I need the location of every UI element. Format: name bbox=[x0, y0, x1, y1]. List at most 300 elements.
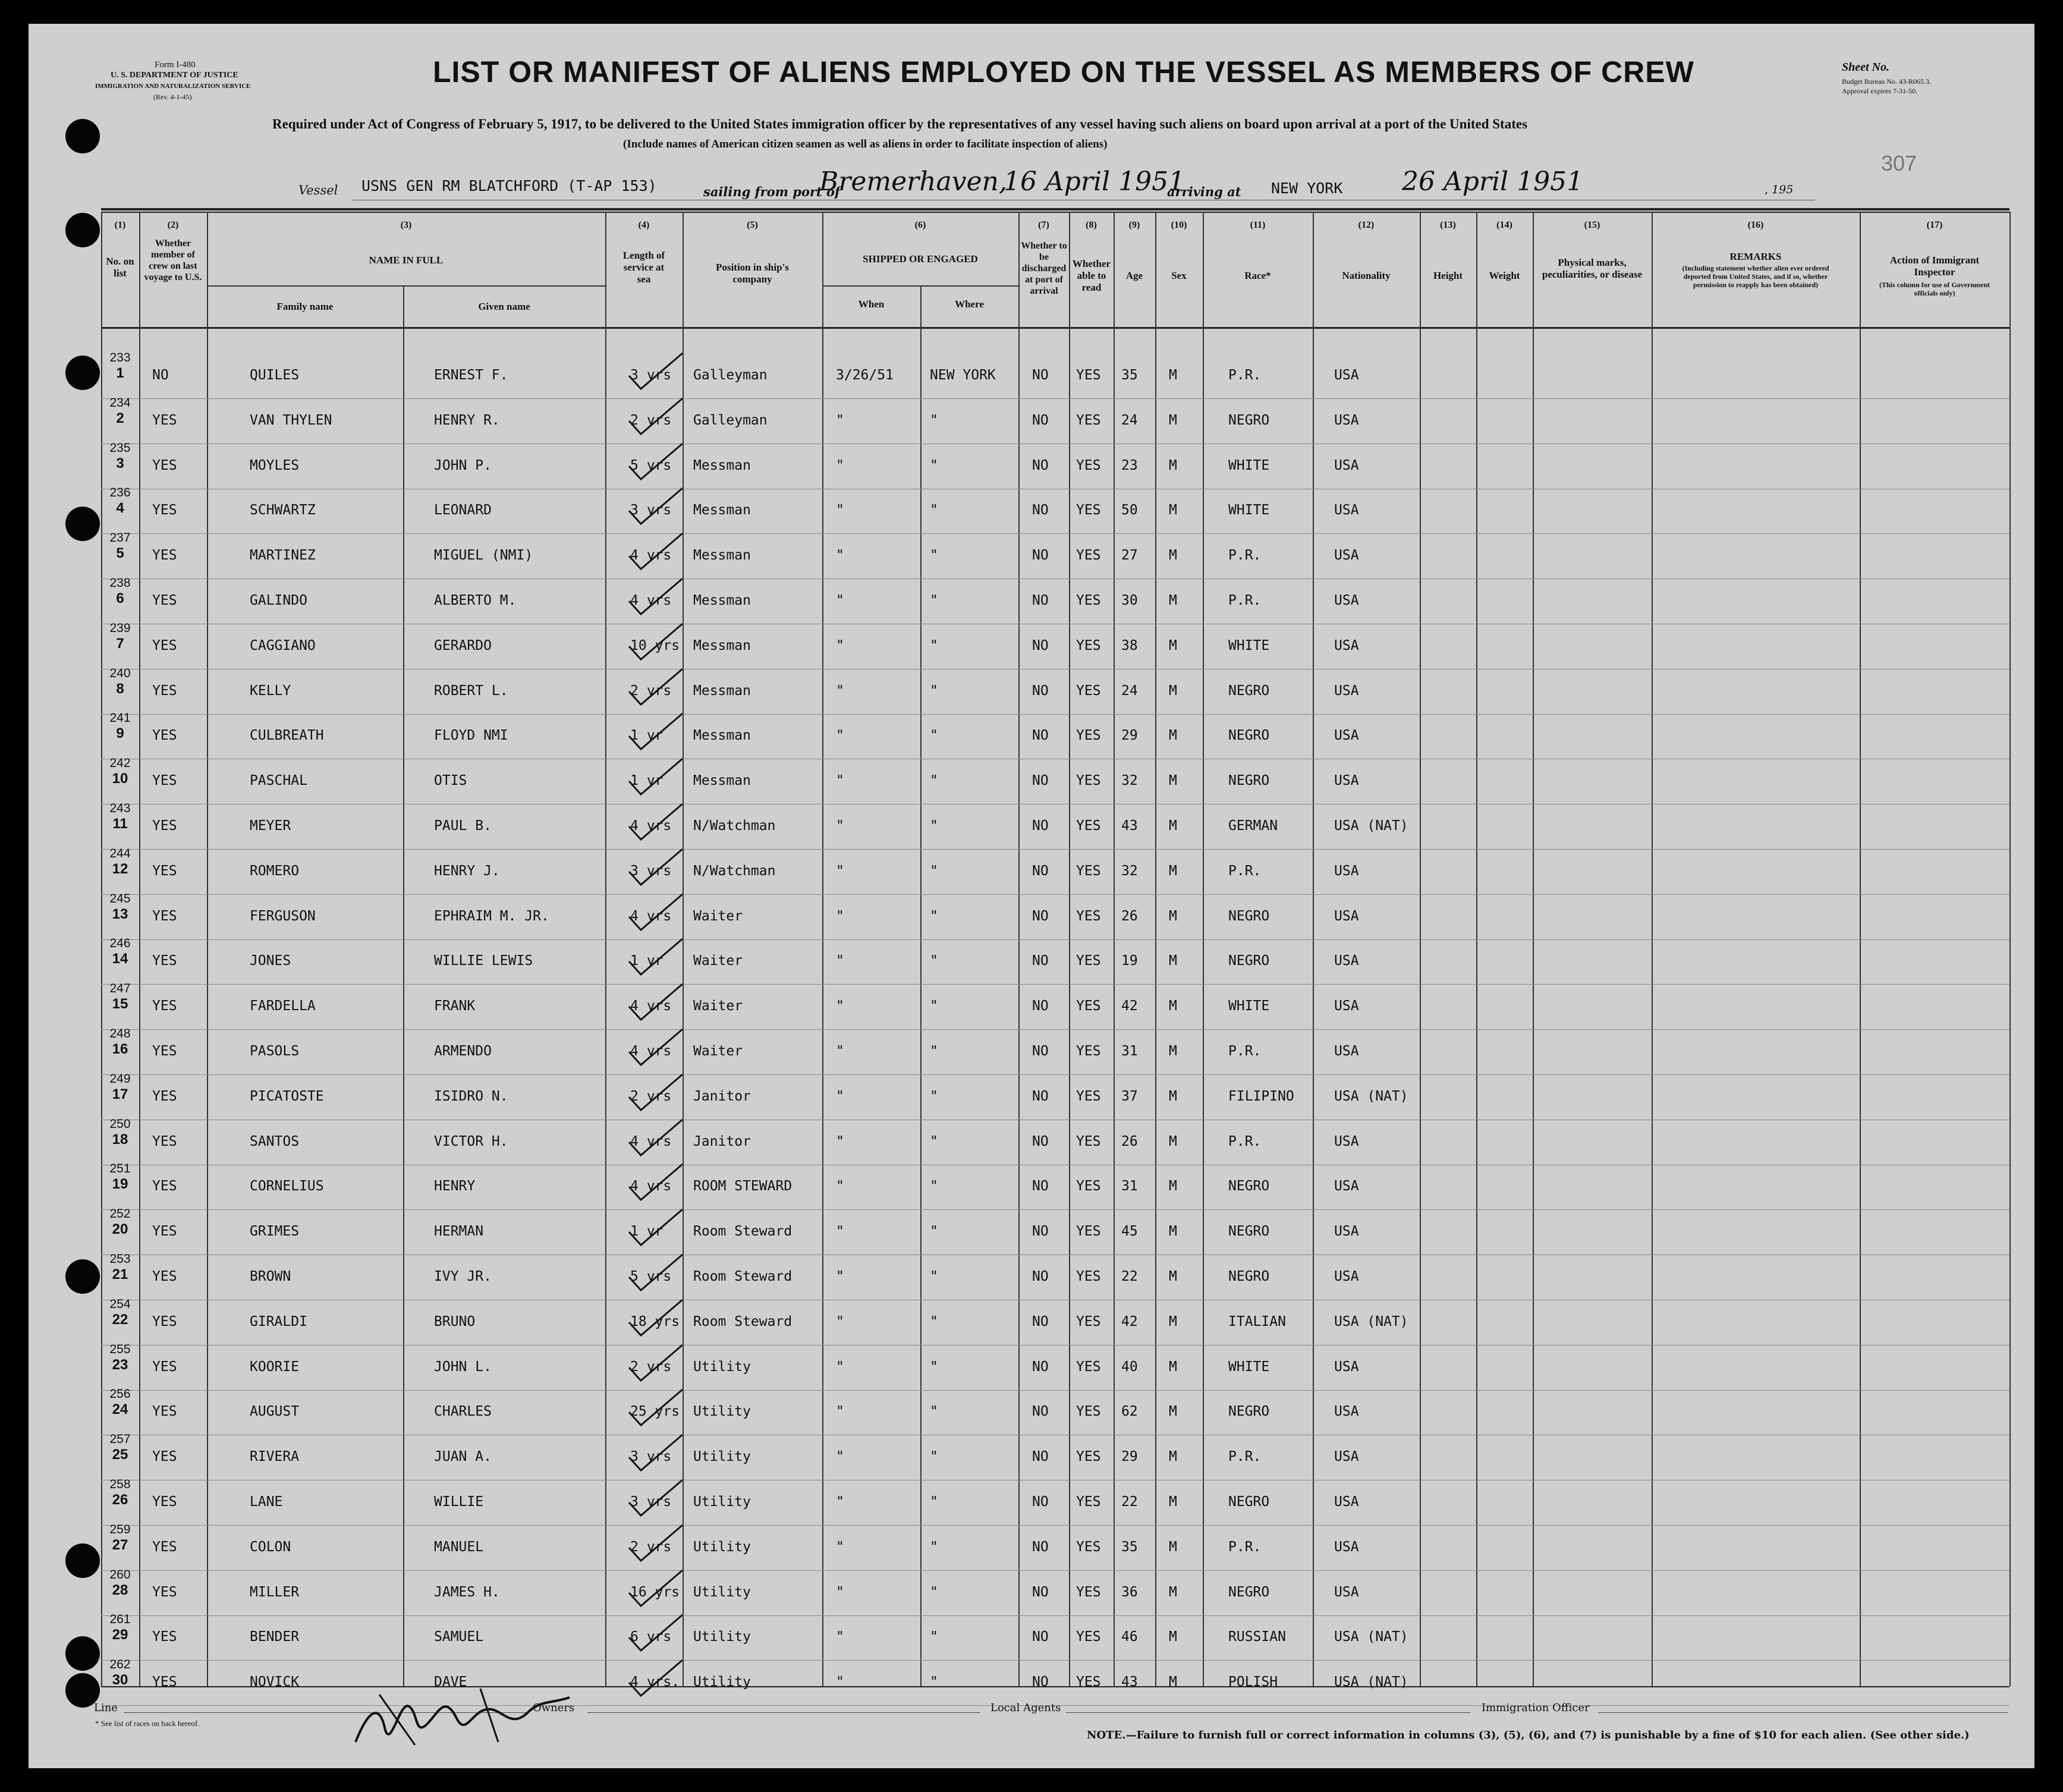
family-name-cell: BROWN bbox=[250, 1269, 291, 1284]
position-cell: Messman bbox=[693, 593, 751, 608]
position-cell: Utility bbox=[693, 1584, 751, 1600]
nationality-cell: USA bbox=[1334, 908, 1359, 924]
sex-cell: M bbox=[1169, 637, 1177, 653]
able-to-read-cell: YES bbox=[1076, 1629, 1101, 1645]
shipped-where-cell: " bbox=[930, 1178, 938, 1194]
position-cell: Waiter bbox=[693, 908, 743, 924]
discharged-cell: NO bbox=[1032, 773, 1049, 789]
punch-hole bbox=[65, 1259, 100, 1294]
handwritten-number: 260 bbox=[109, 1567, 131, 1582]
discharged-cell: NO bbox=[1032, 1178, 1049, 1194]
sailing-label: sailing from port of bbox=[703, 184, 841, 199]
last-voyage-cell: YES bbox=[152, 1494, 177, 1510]
handwritten-number: 240 bbox=[109, 666, 131, 680]
shipped-when-cell: " bbox=[836, 1539, 844, 1555]
shipped-when-cell: 3/26/51 bbox=[836, 367, 894, 383]
check-mark-icon bbox=[623, 1206, 688, 1250]
nationality-cell: USA bbox=[1334, 367, 1359, 383]
shipped-where-cell: " bbox=[930, 1359, 938, 1375]
handwritten-number: 256 bbox=[109, 1387, 131, 1401]
nationality-cell: USA (NAT) bbox=[1334, 818, 1408, 834]
sex-cell: M bbox=[1169, 1269, 1177, 1284]
discharged-cell: NO bbox=[1032, 1674, 1049, 1690]
able-to-read-cell: YES bbox=[1076, 593, 1101, 608]
nationality-cell: USA bbox=[1334, 502, 1359, 518]
col-num-2: (2) bbox=[167, 220, 179, 230]
check-mark-icon bbox=[623, 1071, 688, 1115]
handwritten-number: 262 bbox=[109, 1658, 131, 1672]
race-cell: WHITE bbox=[1228, 1359, 1270, 1375]
shipped-where-cell: " bbox=[930, 728, 938, 744]
last-voyage-cell: YES bbox=[152, 728, 177, 744]
nationality-cell: USA bbox=[1334, 1359, 1359, 1375]
age-cell: 31 bbox=[1121, 1043, 1138, 1059]
shipped-when-cell: " bbox=[836, 1404, 844, 1420]
family-name-cell: COLON bbox=[250, 1539, 291, 1555]
race-cell: RUSSIAN bbox=[1228, 1629, 1286, 1645]
sex-cell: M bbox=[1169, 548, 1177, 564]
last-voyage-cell: YES bbox=[152, 412, 177, 428]
service-cell: 25 yrs bbox=[630, 1404, 680, 1420]
check-mark-icon bbox=[623, 755, 688, 799]
discharged-cell: NO bbox=[1032, 1359, 1049, 1375]
position-cell: Utility bbox=[693, 1629, 751, 1645]
handwritten-number: 259 bbox=[109, 1522, 131, 1536]
col-header-remarks: REMARKS bbox=[1729, 251, 1782, 262]
given-name-cell: GERARDO bbox=[434, 637, 492, 653]
service-cell: 4 yrs bbox=[630, 1133, 672, 1149]
check-mark-icon bbox=[623, 1026, 688, 1070]
position-cell: Utility bbox=[693, 1359, 751, 1375]
given-name-cell: FLOYD NMI bbox=[434, 728, 508, 744]
position-cell: Utility bbox=[693, 1539, 751, 1555]
family-name-cell: QUILES bbox=[250, 367, 300, 383]
given-name-cell: VICTOR H. bbox=[434, 1133, 508, 1149]
family-name-cell: SANTOS bbox=[250, 1133, 300, 1149]
shipped-when-cell: " bbox=[836, 1359, 844, 1375]
discharged-cell: NO bbox=[1032, 1133, 1049, 1149]
shipped-when-cell: " bbox=[836, 773, 844, 789]
list-number-cell: 19 bbox=[112, 1176, 128, 1193]
check-mark-icon bbox=[623, 1116, 688, 1160]
service-cell: 2 yrs bbox=[630, 412, 672, 428]
race-cell: ITALIAN bbox=[1228, 1313, 1286, 1329]
given-name-cell: PAUL B. bbox=[434, 818, 492, 834]
handwritten-number: 237 bbox=[109, 531, 131, 545]
last-voyage-cell: YES bbox=[152, 863, 177, 879]
age-cell: 46 bbox=[1121, 1629, 1138, 1645]
age-cell: 42 bbox=[1121, 1313, 1138, 1329]
col-num-10: (10) bbox=[1171, 220, 1187, 230]
discharged-cell: NO bbox=[1032, 998, 1049, 1014]
handwritten-number: 253 bbox=[109, 1252, 131, 1266]
service-cell: 10 yrs bbox=[630, 637, 680, 653]
handwritten-number: 248 bbox=[109, 1027, 131, 1040]
sex-cell: M bbox=[1169, 502, 1177, 518]
family-name-cell: NOVICK bbox=[250, 1674, 300, 1690]
position-cell: Room Steward bbox=[693, 1313, 793, 1329]
service-cell: 18 yrs bbox=[630, 1313, 680, 1329]
race-cell: FILIPINO bbox=[1228, 1088, 1294, 1104]
discharged-cell: NO bbox=[1032, 637, 1049, 653]
given-name-cell: HERMAN bbox=[434, 1224, 484, 1240]
position-cell: Messman bbox=[693, 502, 751, 518]
handwritten-number: 243 bbox=[109, 801, 131, 815]
races-note: * See list of races on back hereof. bbox=[95, 1719, 200, 1728]
col-header-height: Height bbox=[1433, 270, 1463, 281]
able-to-read-cell: YES bbox=[1076, 1404, 1101, 1420]
sex-cell: M bbox=[1169, 1088, 1177, 1104]
position-cell: Utility bbox=[693, 1494, 751, 1510]
shipped-where-cell: " bbox=[930, 953, 938, 969]
race-cell: P.R. bbox=[1228, 1539, 1262, 1555]
check-mark-icon bbox=[623, 845, 688, 889]
shipped-when-cell: " bbox=[836, 1224, 844, 1240]
list-number-cell: 10 bbox=[112, 771, 128, 787]
check-mark-icon bbox=[623, 350, 688, 394]
last-voyage-cell: YES bbox=[152, 637, 177, 653]
given-name-cell: ERNEST F. bbox=[434, 367, 508, 383]
able-to-read-cell: YES bbox=[1076, 548, 1101, 564]
last-voyage-cell: YES bbox=[152, 818, 177, 834]
col-header-where: Where bbox=[955, 298, 984, 310]
able-to-read-cell: YES bbox=[1076, 1088, 1101, 1104]
shipped-where-cell: " bbox=[930, 1584, 938, 1600]
check-mark-icon bbox=[623, 575, 688, 619]
col-header-last-voyage: Whether member of crew on last voyage to U.S. bbox=[144, 238, 202, 282]
shipped-when-cell: " bbox=[836, 728, 844, 744]
able-to-read-cell: YES bbox=[1076, 1674, 1101, 1690]
discharged-cell: NO bbox=[1032, 1269, 1049, 1284]
discharged-cell: NO bbox=[1032, 1404, 1049, 1420]
age-cell: 45 bbox=[1121, 1224, 1138, 1240]
punch-hole bbox=[65, 213, 100, 247]
check-mark-icon bbox=[623, 1161, 688, 1205]
sex-cell: M bbox=[1169, 1133, 1177, 1149]
list-number-cell: 9 bbox=[116, 725, 124, 742]
age-cell: 24 bbox=[1121, 683, 1138, 699]
race-cell: P.R. bbox=[1228, 593, 1262, 608]
last-voyage-cell: YES bbox=[152, 1359, 177, 1375]
service-cell: 1 yr bbox=[630, 728, 663, 744]
last-voyage-cell: YES bbox=[152, 457, 177, 473]
check-mark-icon bbox=[623, 891, 688, 935]
given-name-cell: MANUEL bbox=[434, 1539, 484, 1555]
position-cell: Utility bbox=[693, 1674, 751, 1690]
vessel-name: USNS GEN RM BLATCHFORD (T-AP 153) bbox=[361, 177, 657, 194]
race-cell: WHITE bbox=[1228, 637, 1270, 653]
able-to-read-cell: YES bbox=[1076, 1269, 1101, 1284]
given-name-cell: JUAN A. bbox=[434, 1449, 492, 1465]
able-to-read-cell: YES bbox=[1076, 1359, 1101, 1375]
discharged-cell: NO bbox=[1032, 683, 1049, 699]
race-cell: NEGRO bbox=[1228, 953, 1270, 969]
handwritten-number: 247 bbox=[109, 982, 131, 996]
shipped-where-cell: " bbox=[930, 1043, 938, 1059]
service-cell: 4 yrs bbox=[630, 1043, 672, 1059]
col-num-11: (11) bbox=[1250, 220, 1266, 230]
age-cell: 35 bbox=[1121, 367, 1138, 383]
check-mark-icon bbox=[623, 935, 688, 979]
handwritten-number: 250 bbox=[109, 1117, 131, 1131]
handwritten-number: 245 bbox=[109, 891, 131, 906]
list-number-cell: 2 bbox=[116, 410, 124, 426]
race-cell: NEGRO bbox=[1228, 412, 1270, 428]
able-to-read-cell: YES bbox=[1076, 728, 1101, 744]
able-to-read-cell: YES bbox=[1076, 502, 1101, 518]
col-num-4: (4) bbox=[638, 220, 650, 230]
given-name-cell: MIGUEL (NMI) bbox=[434, 548, 533, 564]
service-cell: 3 yrs bbox=[630, 502, 672, 518]
shipped-when-cell: " bbox=[836, 593, 844, 608]
discharged-cell: NO bbox=[1032, 953, 1049, 969]
discharged-cell: NO bbox=[1032, 1584, 1049, 1600]
given-name-cell: HENRY R. bbox=[434, 412, 500, 428]
handwritten-number: 233 bbox=[109, 351, 131, 364]
handwritten-number: 235 bbox=[109, 441, 131, 455]
last-voyage-cell: YES bbox=[152, 1404, 177, 1420]
last-voyage-cell: YES bbox=[152, 548, 177, 564]
col-num-16: (16) bbox=[1747, 220, 1764, 230]
handwritten-number: 254 bbox=[109, 1297, 131, 1311]
position-cell: Waiter bbox=[693, 1043, 743, 1059]
service-cell: 4 yrs bbox=[630, 818, 672, 834]
shipped-when-cell: " bbox=[836, 1629, 844, 1645]
age-cell: 31 bbox=[1121, 1178, 1138, 1194]
discharged-cell: NO bbox=[1032, 1224, 1049, 1240]
shipped-where-cell: " bbox=[930, 998, 938, 1014]
position-cell: Messman bbox=[693, 457, 751, 473]
handwritten-number: 251 bbox=[109, 1162, 131, 1176]
nationality-cell: USA bbox=[1334, 1539, 1359, 1555]
given-name-cell: DAVE bbox=[434, 1674, 467, 1690]
vessel-label: Vessel bbox=[298, 183, 338, 197]
service-cell: 2 yrs bbox=[630, 1088, 672, 1104]
age-cell: 62 bbox=[1121, 1404, 1138, 1420]
last-voyage-cell: YES bbox=[152, 1178, 177, 1194]
shipped-when-cell: " bbox=[836, 1088, 844, 1104]
sex-cell: M bbox=[1169, 412, 1177, 428]
family-name-cell: GIRALDI bbox=[250, 1313, 307, 1329]
family-name-cell: CAGGIANO bbox=[250, 637, 316, 653]
family-name-cell: MILLER bbox=[250, 1584, 300, 1600]
col-header-family-name: Family name bbox=[276, 301, 334, 312]
list-number-cell: 28 bbox=[112, 1582, 128, 1598]
age-cell: 23 bbox=[1121, 457, 1138, 473]
age-cell: 36 bbox=[1121, 1584, 1138, 1600]
col-num-17: (17) bbox=[1926, 220, 1943, 230]
able-to-read-cell: YES bbox=[1076, 998, 1101, 1014]
col-num-8: (8) bbox=[1086, 220, 1097, 230]
service-cell: 2 yrs bbox=[630, 1539, 672, 1555]
race-cell: NEGRO bbox=[1228, 1269, 1270, 1284]
list-number-cell: 25 bbox=[112, 1447, 128, 1463]
shipped-where-cell: " bbox=[930, 1313, 938, 1329]
shipped-where-cell: " bbox=[930, 1629, 938, 1645]
given-name-cell: JAMES H. bbox=[434, 1584, 500, 1600]
shipped-where-cell: " bbox=[930, 1224, 938, 1240]
list-number-cell: 8 bbox=[116, 680, 124, 697]
position-cell: N/Watchman bbox=[693, 863, 776, 879]
subtitle-note: (Include names of American citizen seamen as well as aliens in order to facilitate inspection of aliens) bbox=[623, 138, 1108, 150]
handwritten-number: 252 bbox=[109, 1207, 131, 1221]
nationality-cell: USA bbox=[1334, 953, 1359, 969]
family-name-cell: FERGUSON bbox=[250, 908, 316, 924]
col-num-13: (13) bbox=[1440, 220, 1456, 230]
age-cell: 37 bbox=[1121, 1088, 1138, 1104]
sex-cell: M bbox=[1169, 863, 1177, 879]
age-cell: 43 bbox=[1121, 1674, 1138, 1690]
col-header-race: Race* bbox=[1244, 270, 1271, 281]
last-voyage-cell: YES bbox=[152, 1674, 177, 1690]
shipped-where-cell: " bbox=[930, 1674, 938, 1690]
given-name-cell: OTIS bbox=[434, 773, 467, 789]
discharged-cell: NO bbox=[1032, 1449, 1049, 1465]
given-name-cell: ALBERTO M. bbox=[434, 593, 517, 608]
punch-hole bbox=[65, 1636, 100, 1671]
family-name-cell: VAN THYLEN bbox=[250, 412, 332, 428]
shipped-when-cell: " bbox=[836, 1269, 844, 1284]
family-name-cell: PASCHAL bbox=[250, 773, 307, 789]
given-name-cell: FRANK bbox=[434, 998, 476, 1014]
race-cell: WHITE bbox=[1228, 998, 1270, 1014]
sex-cell: M bbox=[1169, 818, 1177, 834]
check-mark-icon bbox=[623, 1341, 688, 1385]
col-header-service: Length of service at sea bbox=[622, 250, 665, 285]
agency-line2: IMMIGRATION AND NATURALIZATION SERVICE bbox=[95, 83, 251, 90]
family-name-cell: LANE bbox=[250, 1494, 283, 1510]
sailing-date: 16 April 1951 bbox=[1004, 166, 1185, 197]
race-cell: NEGRO bbox=[1228, 773, 1270, 789]
age-cell: 29 bbox=[1121, 1449, 1138, 1465]
list-number-cell: 14 bbox=[112, 951, 128, 967]
nationality-cell: USA bbox=[1334, 637, 1359, 653]
sex-cell: M bbox=[1169, 1359, 1177, 1375]
last-voyage-cell: YES bbox=[152, 1224, 177, 1240]
check-mark-icon bbox=[623, 1521, 688, 1565]
nationality-cell: USA bbox=[1334, 1043, 1359, 1059]
subtitle: Required under Act of Congress of February 5, 1917, to be delivered to the United States immigration officer by the representatives of any vessel having such aliens on board upon arrival at a port of the United States bbox=[272, 117, 1528, 131]
able-to-read-cell: YES bbox=[1076, 1133, 1101, 1149]
check-mark-icon bbox=[623, 1611, 688, 1655]
check-mark-icon bbox=[623, 1296, 688, 1340]
service-cell: 1 yr bbox=[630, 953, 663, 969]
able-to-read-cell: YES bbox=[1076, 457, 1101, 473]
age-cell: 35 bbox=[1121, 1539, 1138, 1555]
given-name-cell: LEONARD bbox=[434, 502, 492, 518]
last-voyage-cell: YES bbox=[152, 998, 177, 1014]
given-name-cell: JOHN P. bbox=[434, 457, 492, 473]
given-name-cell: ARMENDO bbox=[434, 1043, 492, 1059]
given-name-cell: ISIDRO N. bbox=[434, 1088, 508, 1104]
list-number-cell: 13 bbox=[112, 906, 128, 922]
position-cell: Room Steward bbox=[693, 1269, 793, 1284]
check-mark-icon bbox=[623, 980, 688, 1024]
handwritten-number: 238 bbox=[109, 576, 131, 590]
check-mark-icon bbox=[623, 710, 688, 754]
footer-officer-label: Immigration Officer bbox=[1482, 1702, 1590, 1714]
shipped-when-cell: " bbox=[836, 548, 844, 564]
given-name-cell: JOHN L. bbox=[434, 1359, 492, 1375]
shipped-where-cell: " bbox=[930, 457, 938, 473]
family-name-cell: CULBREATH bbox=[250, 728, 324, 744]
family-name-cell: GRIMES bbox=[250, 1224, 300, 1240]
punch-hole bbox=[65, 356, 100, 390]
age-cell: 38 bbox=[1121, 637, 1138, 653]
age-cell: 30 bbox=[1121, 593, 1138, 608]
col-header-weight: Weight bbox=[1489, 270, 1520, 281]
col-header-age: Age bbox=[1125, 270, 1143, 281]
col-header-name: NAME IN FULL bbox=[369, 254, 444, 266]
race-cell: P.R. bbox=[1228, 863, 1262, 879]
able-to-read-cell: YES bbox=[1076, 1313, 1101, 1329]
check-mark-icon bbox=[623, 485, 688, 529]
handwritten-number: 239 bbox=[109, 621, 131, 635]
discharged-cell: NO bbox=[1032, 1088, 1049, 1104]
arriving-label: arriving at bbox=[1167, 184, 1241, 199]
family-name-cell: JONES bbox=[250, 953, 291, 969]
shipped-when-cell: " bbox=[836, 1674, 844, 1690]
budget-line2: Approval expires 7-31-50. bbox=[1842, 87, 1917, 95]
nationality-cell: USA (NAT) bbox=[1334, 1088, 1408, 1104]
handwritten-number: 258 bbox=[109, 1477, 131, 1491]
list-number-cell: 30 bbox=[112, 1672, 128, 1689]
family-name-cell: MOYLES bbox=[250, 457, 300, 473]
service-cell: 4 yrs. bbox=[630, 1674, 680, 1690]
list-number-cell: 3 bbox=[116, 455, 124, 471]
given-name-cell: BRUNO bbox=[434, 1313, 476, 1329]
discharged-cell: NO bbox=[1032, 908, 1049, 924]
list-number-cell: 23 bbox=[112, 1356, 128, 1373]
page-title: LIST OR MANIFEST OF ALIENS EMPLOYED ON THE VESSEL AS MEMBERS OF CREW bbox=[433, 55, 1694, 89]
signature-scribble bbox=[344, 1677, 581, 1754]
list-number-cell: 17 bbox=[112, 1086, 128, 1102]
position-cell: Galleyman bbox=[693, 412, 768, 428]
nationality-cell: USA (NAT) bbox=[1334, 1629, 1408, 1645]
discharged-cell: NO bbox=[1032, 863, 1049, 879]
col-header-inspector-note: (This column for use of Government officials only) bbox=[1879, 281, 1990, 297]
sex-cell: M bbox=[1169, 1313, 1177, 1329]
col-header-given-name: Given name bbox=[478, 301, 530, 312]
last-voyage-cell: YES bbox=[152, 683, 177, 699]
nationality-cell: USA (NAT) bbox=[1334, 1313, 1408, 1329]
nationality-cell: USA bbox=[1334, 998, 1359, 1014]
col-header-read: Whether able to read bbox=[1072, 258, 1111, 293]
handwritten-number: 236 bbox=[109, 486, 131, 500]
last-voyage-cell: YES bbox=[152, 1313, 177, 1329]
discharged-cell: NO bbox=[1032, 502, 1049, 518]
discharged-cell: NO bbox=[1032, 548, 1049, 564]
col-num-7: (7) bbox=[1038, 220, 1049, 230]
last-voyage-cell: YES bbox=[152, 1043, 177, 1059]
list-number-cell: 29 bbox=[112, 1627, 128, 1643]
sex-cell: M bbox=[1169, 1674, 1177, 1690]
shipped-where-cell: " bbox=[930, 773, 938, 789]
given-name-cell: SAMUEL bbox=[434, 1629, 484, 1645]
service-cell: 3 yrs bbox=[630, 367, 672, 383]
shipped-when-cell: " bbox=[836, 637, 844, 653]
col-header-nationality: Nationality bbox=[1342, 270, 1391, 281]
check-mark-icon bbox=[623, 665, 688, 709]
service-cell: 16 yrs bbox=[630, 1584, 680, 1600]
col-header-inspector: Action of Immigrant Inspector bbox=[1889, 254, 1980, 278]
sex-cell: M bbox=[1169, 1043, 1177, 1059]
nationality-cell: USA bbox=[1334, 412, 1359, 428]
shipped-where-cell: NEW YORK bbox=[930, 367, 996, 383]
nationality-cell: USA bbox=[1334, 1494, 1359, 1510]
manifest-sheet bbox=[29, 24, 2034, 1768]
able-to-read-cell: YES bbox=[1076, 953, 1101, 969]
